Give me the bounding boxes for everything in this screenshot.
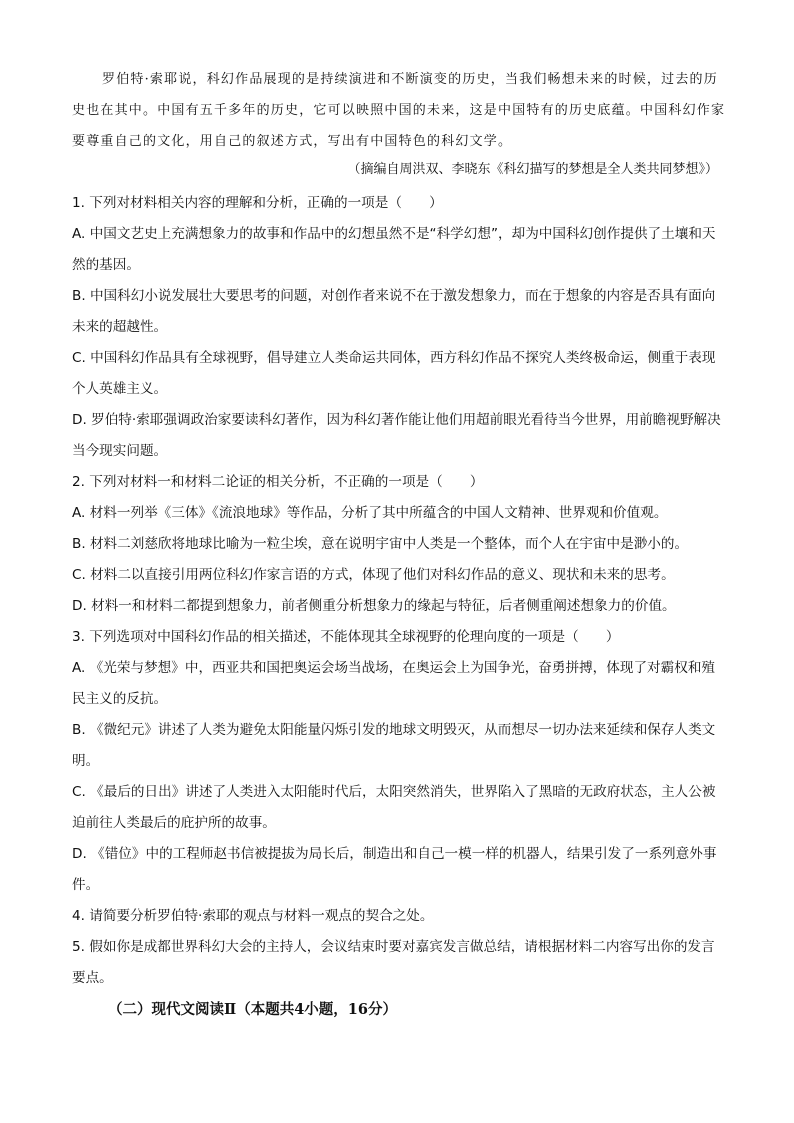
question-option: A. 《光荣与梦想》中，西亚共和国把奥运会场当战场，在奥运会上为国争光，奋勇拼搏，体现了对霸权和殖民主义的反抗。 [72, 660, 716, 707]
question-option: B. 《微纪元》讲述了人类为避免太阳能量闪烁引发的地球文明毁灭，从而想尽一切办法来延续和保存人类文明。 [72, 722, 716, 769]
question-stem: 4. 请简要分析罗伯特·索耶的观点与材料一观点的契合之处。 [72, 908, 434, 924]
passage-source: （摘编自周洪双、李晓东《科幻描写的梦想是全人类共同梦想》） [347, 162, 718, 177]
question-option: D. 《错位》中的工程师赵书信被提拔为局长后，制造出和自己一模一样的机器人，结果引发了一系列意外事件。 [72, 846, 717, 893]
passage-paragraph: 罗伯特·索耶说，科幻作品展现的是持续演进和不断演变的历史，当我们畅想未来的时候，过去的历史也在其中。中国有五千多年的历史，它可以映照中国的未来，这是中国特有的历史底蕴。中国科幻作家要尊重自己的文化，用自己的叙述方式，写出有中国特色的科幻文学。 [72, 72, 726, 149]
question-list [72, 188, 722, 994]
question-option: A. 中国文艺史上充满想象力的故事和作品中的幻想虽然不是“科学幻想”，却为中国科幻创作提供了土壤和天然的基因。 [72, 226, 716, 273]
question-option: C. 材料二以直接引用两位科幻作家言语的方式，体现了他们对科幻作品的意义、现状和未来的思考。 [72, 567, 675, 583]
question-option: D. 材料一和材料二都提到想象力，前者侧重分析想象力的缘起与特征，后者侧重阐述想象力的价值。 [72, 598, 676, 614]
question-option: A. 材料一列举《三体》《流浪地球》等作品，分析了其中所蕴含的中国人文精神、世界观和价值观。 [72, 505, 668, 521]
question-option: D. 罗伯特·索耶强调政治家要读科幻著作，因为科幻著作能让他们用超前眼光看待当今世界，用前瞻视野解决当今现实问题。 [72, 412, 721, 459]
question-stem: 2. 下列对材料一和材料二论证的相关分析，不正确的一项是（ ） [72, 474, 484, 490]
question-option: C. 中国科幻作品具有全球视野，倡导建立人类命运共同体，西方科幻作品不探究人类终极命运，侧重于表现个人英雄主义。 [72, 350, 716, 397]
question-option: C. 《最后的日出》讲述了人类进入太阳能时代后，太阳突然消失，世界陷入了黑暗的无政府状态，主人公被迫前往人类最后的庇护所的故事。 [72, 784, 716, 831]
question-option: B. 中国科幻小说发展壮大要思考的问题，对创作者来说不在于激发想象力，而在于想象的内容是否具有面向未来的超越性。 [72, 288, 716, 335]
question-stem: 1. 下列对材料相关内容的理解和分析，正确的一项是（ ） [72, 195, 443, 211]
question-option: B. 材料二刘慈欣将地球比喻为一粒尘埃，意在说明宇宙中人类是一个整体，而个人在宇宙中是渺小的。 [72, 536, 689, 552]
question-stem: 3. 下列选项对中国科幻作品的相关描述，不能体现其全球视野的伦理向度的一项是（ ） [72, 629, 620, 645]
question-stem: 5. 假如你是成都世界科幻大会的主持人，会议结束时要对嘉宾发言做总结，请根据材料二内容写出你的发言要点。 [72, 939, 715, 986]
section-heading: （二）现代文阅读Ⅱ（本题共4小题，16分） [108, 1001, 397, 1018]
